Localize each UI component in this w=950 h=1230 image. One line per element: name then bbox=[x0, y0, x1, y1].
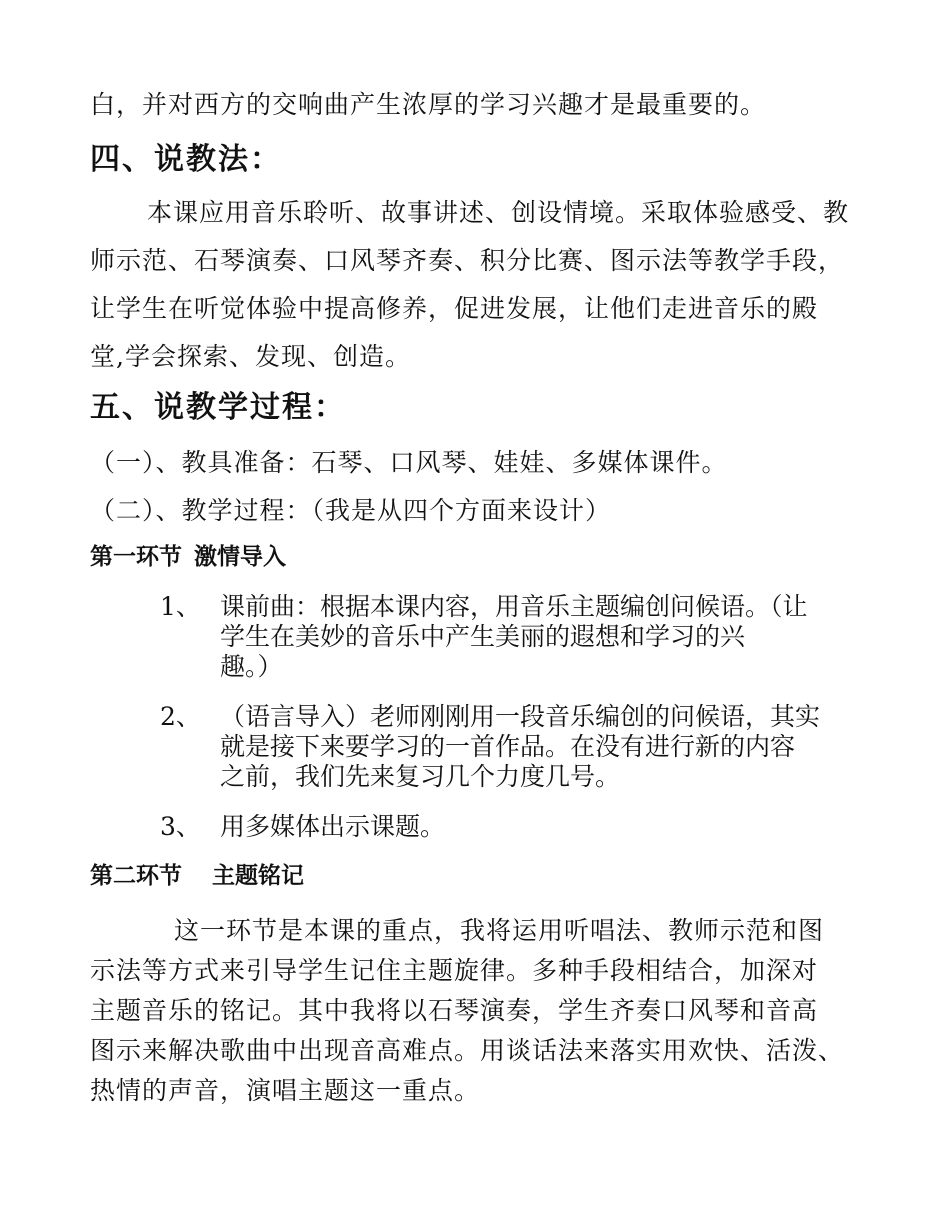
stage-two-label: 第二环节 bbox=[90, 862, 182, 889]
teaching-methods-line: 师示范、石琴演奏、口风琴齐奏、积分比赛、图示法等教学手段， bbox=[90, 246, 845, 275]
theme-memory-line: 这一环节是本课的重点，我将运用听唱法、教师示范和图 bbox=[174, 916, 825, 945]
teaching-methods-line: 堂,学会探索、发现、创造。 bbox=[90, 342, 411, 371]
list-item-text bbox=[220, 592, 860, 682]
stage-two-heading bbox=[90, 860, 304, 892]
stage-one-heading bbox=[90, 541, 286, 573]
list-item-line: 就是接下来要学习的一首作品。在没有进行新的内容 bbox=[220, 732, 796, 761]
paragraph-continuation: 白，并对西方的交响曲产生浓厚的学习兴趣才是最重要的。 bbox=[90, 90, 767, 119]
theme-memory-line: 示法等方式来引导学生记住主题旋律。多种手段相结合，加深对 bbox=[90, 956, 819, 985]
list-item-line: 课前曲：根据本课内容，用音乐主题编创问候语。（让 bbox=[220, 592, 808, 621]
section-heading-teaching-methods: 四、说教法： bbox=[90, 142, 282, 177]
list-item-number: 1、 bbox=[160, 592, 201, 621]
subsection-teaching-process: （二）、教学过程：（我是从四个方面来设计） bbox=[90, 496, 612, 525]
stage-two-title: 主题铭记 bbox=[212, 862, 304, 889]
section-heading-teaching-process: 五、说教学过程： bbox=[90, 390, 346, 425]
stage-one-label: 第一环节 bbox=[90, 543, 182, 570]
list-item-number: 3、 bbox=[160, 812, 201, 841]
teaching-methods-line: 让学生在听觉体验中提高修养，促进发展，让他们走进音乐的殿 bbox=[90, 294, 819, 323]
theme-memory-line: 图示来解决歌曲中出现音高难点。用谈话法来落实用欢快、活泼、 bbox=[90, 1036, 845, 1065]
list-item-line: （语言导入）老师刚刚用一段音乐编创的问候语，其实 bbox=[220, 702, 821, 731]
subsection-teaching-aids: （一）、教具准备：石琴、口风琴、娃娃、多媒体课件。 bbox=[90, 448, 728, 477]
stage-one-title: 激情导入 bbox=[194, 543, 286, 570]
list-item-line: 之前，我们先来复习几个力度几号。 bbox=[220, 762, 621, 791]
teaching-methods-line: 本课应用音乐聆听、故事讲述、创设情境。采取体验感受、教 bbox=[147, 198, 850, 227]
theme-memory-line: 热情的声音，演唱主题这一重点。 bbox=[90, 1076, 481, 1105]
list-item-text bbox=[220, 702, 860, 792]
list-item-text bbox=[220, 812, 860, 842]
list-item-line: 学生在美妙的音乐中产生美丽的遐想和学习的兴 bbox=[220, 622, 746, 651]
theme-memory-line: 主题音乐的铭记。其中我将以石琴演奏，学生齐奏口风琴和音高 bbox=[90, 996, 819, 1025]
list-item-number: 2、 bbox=[160, 702, 201, 731]
list-item-line: 趣。） bbox=[220, 652, 283, 681]
list-item-line: 用多媒体出示课题。 bbox=[220, 812, 446, 841]
